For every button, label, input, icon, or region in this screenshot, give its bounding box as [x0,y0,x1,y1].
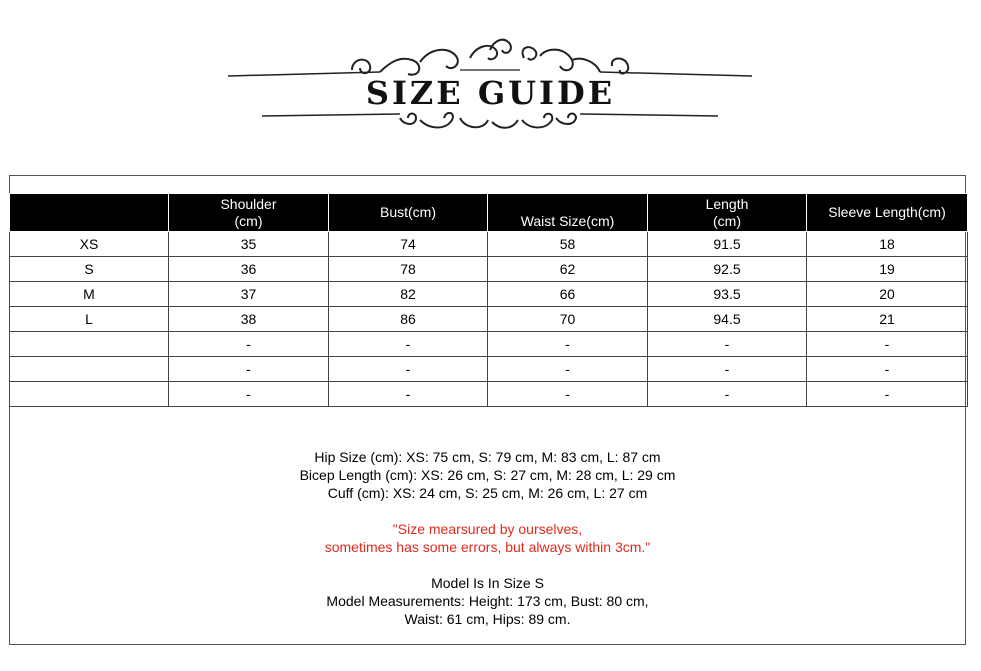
table-row [10,357,968,382]
table-cell: - [169,357,329,382]
table-cell: 19 [807,257,968,282]
size-notes [9,448,966,628]
size-table [9,193,968,407]
table-cell: 21 [807,307,968,332]
table-cell: - [807,332,968,357]
table-cell: - [488,357,648,382]
table-cell: XS [10,232,169,257]
table-row [10,382,968,407]
hip-size-note: Hip Size (cm): XS: 75 cm, S: 79 cm, M: 83 cm, L: 87 cm [314,449,661,465]
table-cell: 35 [169,232,329,257]
model-measurements-note: Waist: 61 cm, Hips: 89 cm. [404,611,571,627]
table-cell: 94.5 [648,307,807,332]
table-row [10,282,968,307]
table-cell: - [648,382,807,407]
table-cell: 91.5 [648,232,807,257]
table-cell: 18 [807,232,968,257]
table-cell: - [169,332,329,357]
table-cell: 86 [329,307,488,332]
table-cell: L [10,307,169,332]
table-cell: - [329,357,488,382]
table-row [10,257,968,282]
table-header-row [10,194,968,232]
table-cell [10,357,169,382]
table-cell [10,332,169,357]
table-cell: 38 [169,307,329,332]
table-cell: - [329,382,488,407]
bicep-length-note: Bicep Length (cm): XS: 26 cm, S: 27 cm, M: 28 cm, L: 29 cm [299,467,676,483]
table-cell: 78 [329,257,488,282]
column-header: Sleeve Length(cm) [807,194,968,232]
table-cell: 20 [807,282,968,307]
table-cell: - [488,332,648,357]
page-title: SIZE GUIDE [365,74,616,112]
table-cell: 62 [488,257,648,282]
table-row [10,307,968,332]
table-cell: 37 [169,282,329,307]
model-size-note: Model Is In Size S [431,575,544,591]
table-cell: - [648,357,807,382]
table-cell: - [329,332,488,357]
table-cell: 82 [329,282,488,307]
disclaimer-line: "Size mearsured by ourselves, [392,521,583,537]
table-cell: - [648,332,807,357]
size-guide-header [0,0,981,160]
table-cell: 58 [488,232,648,257]
table-cell: 74 [329,232,488,257]
table-row [10,232,968,257]
column-header: Bust(cm) [329,194,488,232]
column-header [10,194,169,232]
table-cell: 66 [488,282,648,307]
table-row [10,332,968,357]
table-cell: 92.5 [648,257,807,282]
table-cell: 70 [488,307,648,332]
disclaimer-line: sometimes has some errors, but always within 3cm." [324,539,651,555]
column-header: Waist Size(cm) [488,194,648,232]
table-cell: - [169,382,329,407]
table-cell: 93.5 [648,282,807,307]
column-header: Length (cm) [648,194,807,232]
table-cell: 36 [169,257,329,282]
table-cell: S [10,257,169,282]
cuff-note: Cuff (cm): XS: 24 cm, S: 25 cm, M: 26 cm, L: 27 cm [327,485,648,501]
table-cell [10,382,169,407]
column-header: Shoulder (cm) [169,194,329,232]
table-cell: - [488,382,648,407]
model-measurements-note: Model Measurements: Height: 173 cm, Bust: 80 cm, [326,593,649,609]
table-cell: M [10,282,169,307]
table-cell: - [807,357,968,382]
table-cell: - [807,382,968,407]
